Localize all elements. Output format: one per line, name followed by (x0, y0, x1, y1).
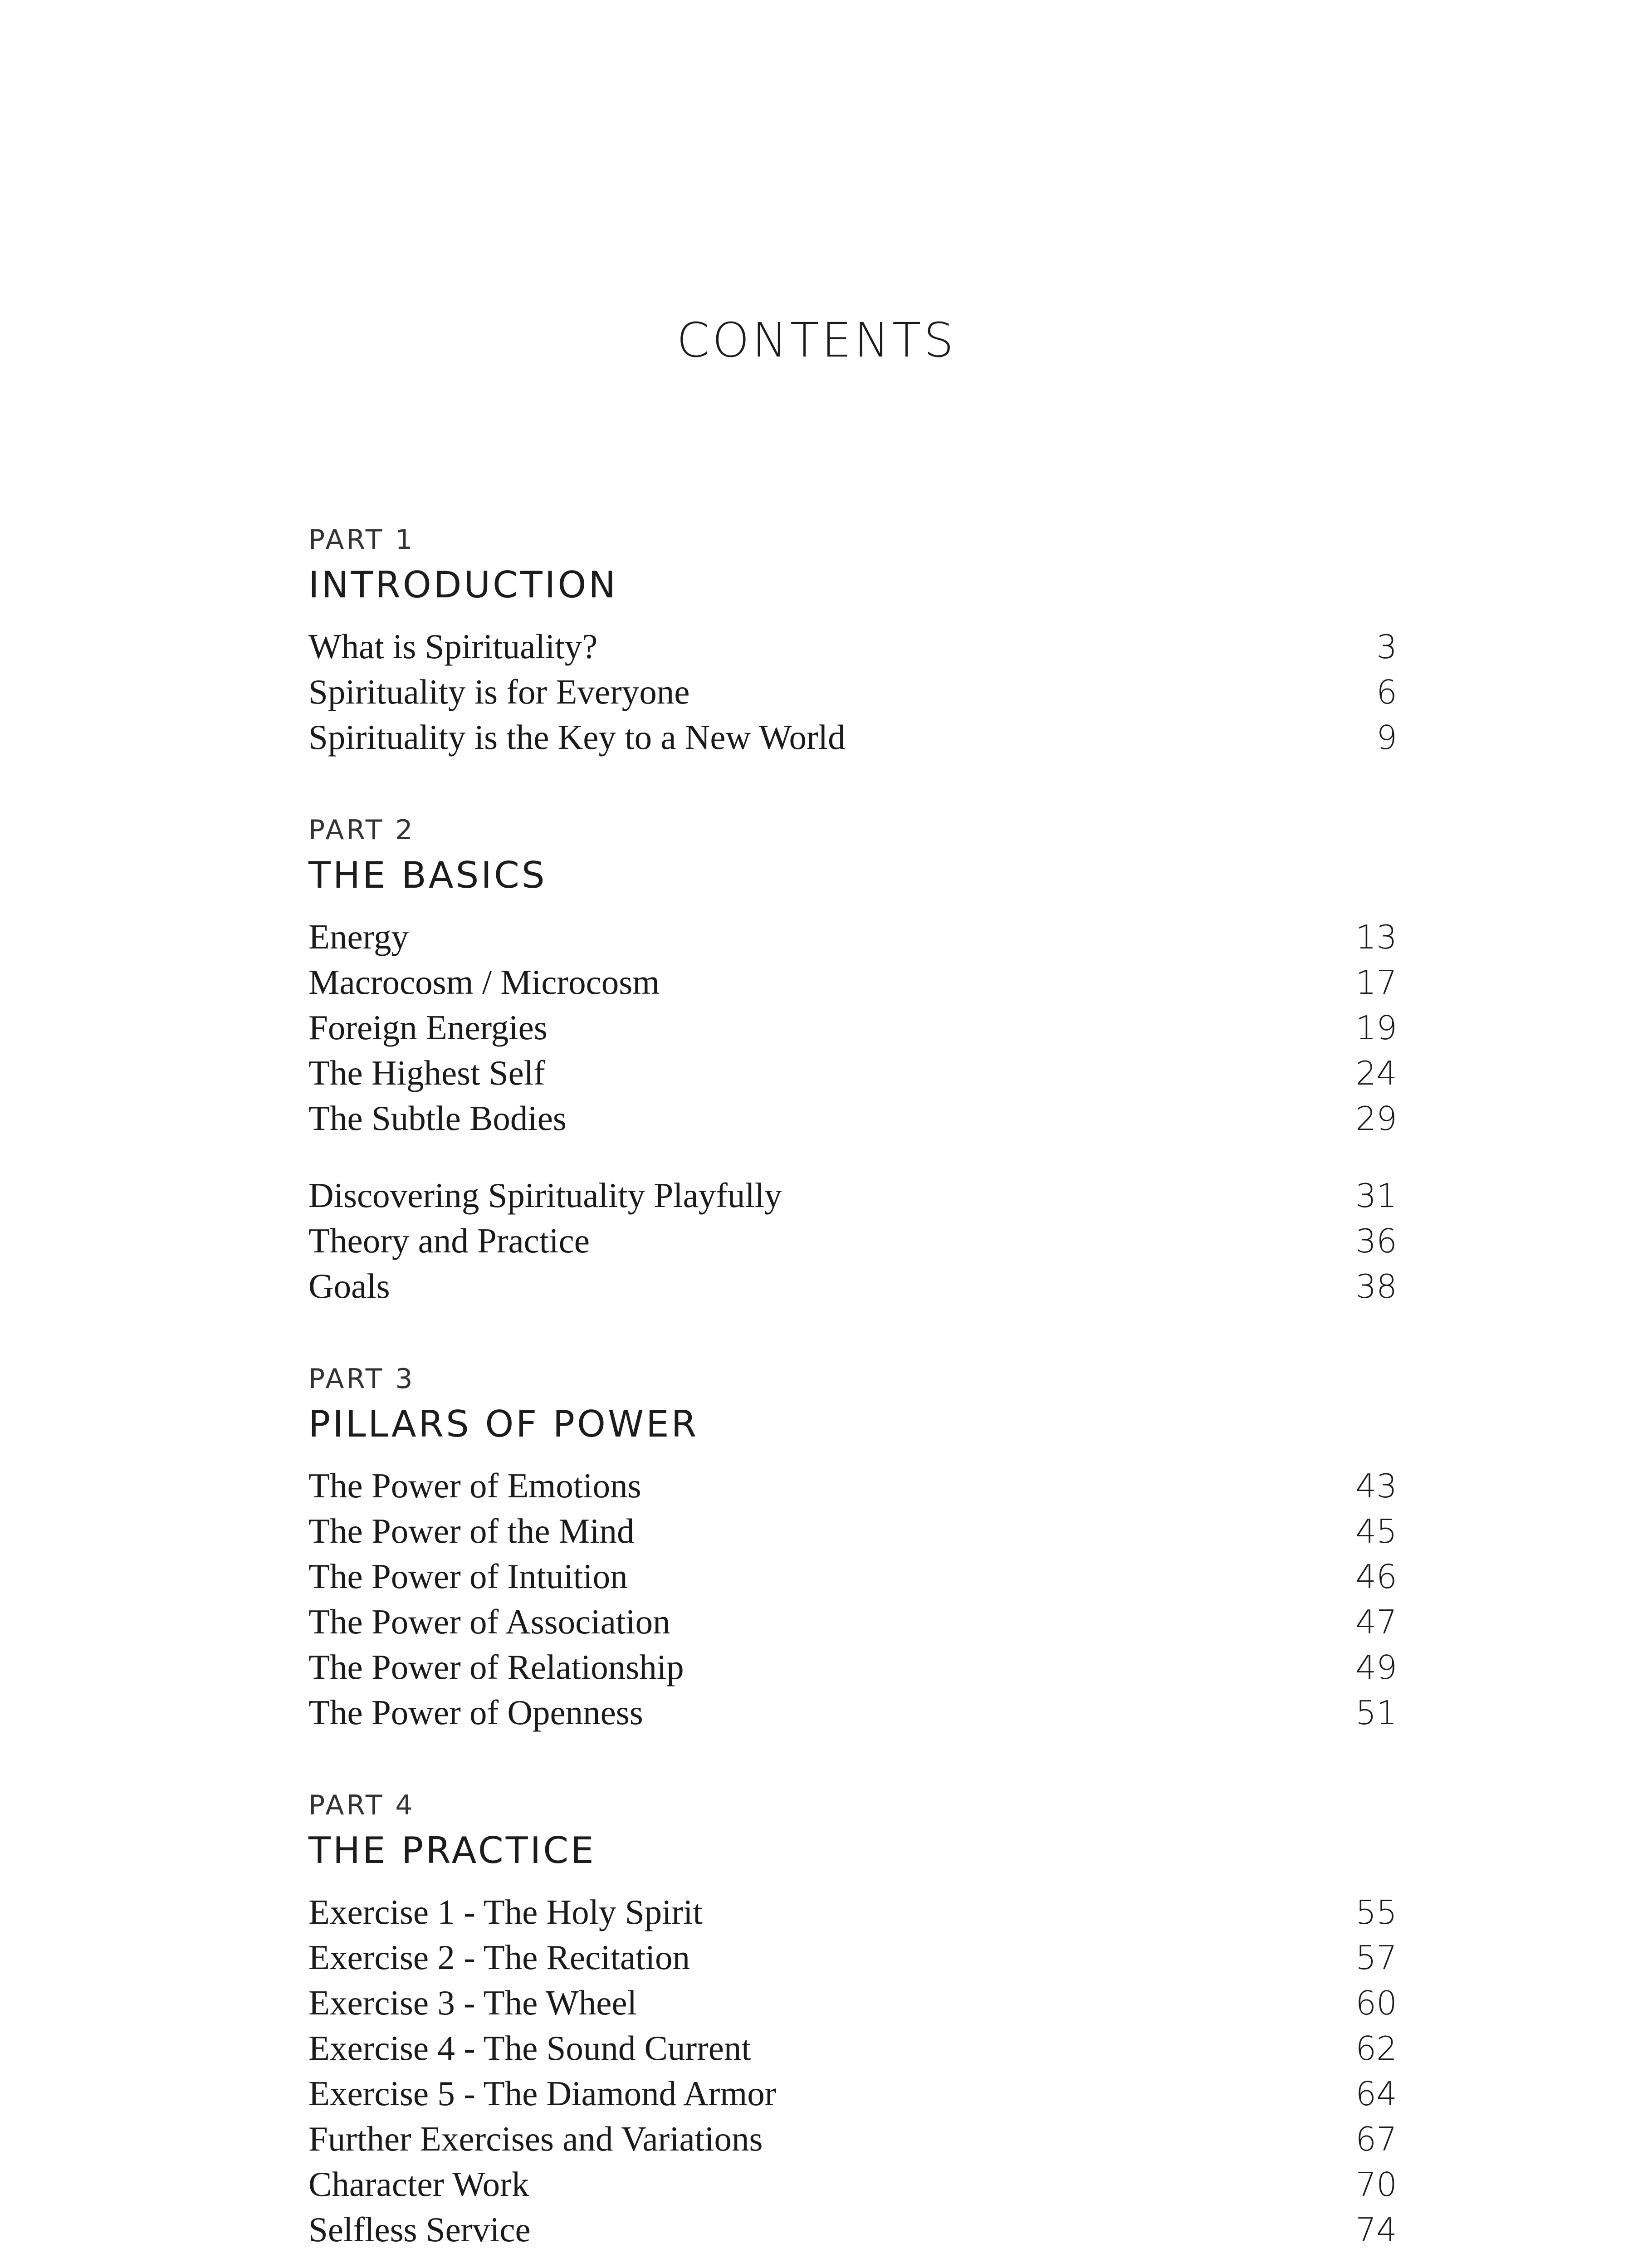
toc-entry-list (308, 624, 1397, 760)
toc-entry-title: Exercise 3 - The Wheel (308, 1983, 637, 2022)
toc-entry-title: The Power of Association (308, 1602, 670, 1641)
toc-entry (308, 2161, 1397, 2207)
toc-entry-page-number: 74 (1355, 2211, 1397, 2249)
toc-entry-page-number: 70 (1355, 2165, 1397, 2204)
toc-entry-page-number: 60 (1355, 1984, 1397, 2022)
page-title: CONTENTS (676, 313, 957, 368)
toc-entry-page-number: 24 (1355, 1054, 1397, 1092)
toc-entry-list (308, 1889, 1397, 2252)
toc-entry (308, 1263, 1397, 1309)
toc-entry-page-number: 47 (1355, 1603, 1397, 1641)
toc-entry-page-number: 19 (1355, 1009, 1397, 1047)
toc-entry (308, 624, 1397, 669)
toc-entry (308, 1889, 1397, 1935)
toc-entry-title: Theory and Practice (308, 1221, 590, 1260)
toc-entry-title: Spirituality is the Key to a New World (308, 718, 846, 757)
toc-entry-title: Discovering Spirituality Playfully (308, 1176, 782, 1215)
toc-entry-title: Character Work (308, 2165, 529, 2204)
toc-entry-page-number: 46 (1355, 1558, 1397, 1596)
table-of-contents (308, 522, 1397, 2252)
toc-entry-title: The Highest Self (308, 1053, 545, 1092)
toc-entry (308, 1935, 1397, 1980)
toc-entry-page-number: 57 (1355, 1939, 1397, 1977)
toc-entry-page-number: 38 (1355, 1267, 1397, 1305)
toc-entry-page-number: 49 (1355, 1648, 1397, 1686)
toc-entry-title: Further Exercises and Variations (308, 2119, 763, 2158)
part-heading: PILLARS OF POWER (308, 1403, 699, 1445)
toc-entry (308, 1095, 1397, 1141)
toc-entry (308, 959, 1397, 1005)
toc-entry-title: Exercise 2 - The Recitation (308, 1938, 690, 1977)
part-heading: INTRODUCTION (308, 564, 618, 606)
toc-entry-page-number: 36 (1355, 1222, 1397, 1260)
part-label: PART 3 (308, 1363, 415, 1395)
toc-entry (308, 1690, 1397, 1735)
toc-entry (308, 2207, 1397, 2252)
toc-entry (308, 714, 1397, 760)
toc-entry (308, 1218, 1397, 1263)
toc-entry-page-number: 55 (1355, 1893, 1397, 1931)
part-heading: THE BASICS (308, 854, 547, 896)
toc-entry-title: Macrocosm / Microcosm (308, 963, 660, 1002)
toc-entry-title: The Subtle Bodies (308, 1099, 567, 1138)
toc-entry (308, 1463, 1397, 1508)
toc-entry-title: The Power of Relationship (308, 1647, 684, 1686)
toc-entry (308, 1554, 1397, 1599)
toc-entry (308, 669, 1397, 714)
toc-entry (308, 1050, 1397, 1095)
toc-entry-page-number: 31 (1355, 1177, 1397, 1215)
toc-entry-title: The Power of Openness (308, 1693, 643, 1732)
toc-entry-page-number: 3 (1376, 628, 1397, 666)
toc-entry (308, 2025, 1397, 2071)
toc-entry-title: Exercise 1 - The Holy Spirit (308, 1892, 703, 1931)
part-label: PART 4 (308, 1789, 415, 1821)
toc-entry-title: The Power of the Mind (308, 1511, 635, 1550)
toc-entry-list (308, 914, 1397, 1141)
toc-entry-page-number: 51 (1355, 1694, 1397, 1732)
toc-entry-title: Exercise 5 - The Diamond Armor (308, 2074, 777, 2113)
toc-entry-page-number: 13 (1355, 918, 1397, 956)
toc-entry-page-number: 64 (1355, 2075, 1397, 2113)
toc-entry (308, 1508, 1397, 1554)
toc-entry (308, 2116, 1397, 2161)
toc-entry-list (308, 1463, 1397, 1735)
toc-entry-title: Goals (308, 1266, 390, 1305)
part-heading: THE PRACTICE (308, 1829, 596, 1872)
toc-entry (308, 1599, 1397, 1644)
toc-entry-page-number: 62 (1355, 2029, 1397, 2068)
toc-entry-page-number: 17 (1355, 963, 1397, 1002)
toc-entry (308, 1173, 1397, 1218)
toc-entry-title: What is Spirituality? (308, 627, 598, 666)
toc-entry-title: Energy (308, 917, 409, 956)
toc-entry-page-number: 45 (1355, 1512, 1397, 1550)
toc-entry-title: The Power of Intuition (308, 1557, 628, 1596)
toc-entry (308, 2071, 1397, 2116)
part-label: PART 2 (308, 814, 415, 846)
toc-entry-title: Exercise 4 - The Sound Current (308, 2028, 751, 2068)
toc-entry (308, 914, 1397, 959)
toc-entry-title: The Power of Emotions (308, 1466, 641, 1505)
toc-entry (308, 1005, 1397, 1050)
toc-entry-page-number: 6 (1376, 673, 1397, 711)
part-label: PART 1 (308, 524, 415, 556)
toc-entry-page-number: 9 (1376, 719, 1397, 757)
toc-entry-list (308, 1173, 1397, 1309)
toc-entry (308, 1980, 1397, 2025)
toc-entry (308, 1644, 1397, 1690)
toc-entry-page-number: 67 (1355, 2120, 1397, 2158)
toc-entry-title: Selfless Service (308, 2210, 531, 2249)
toc-entry-page-number: 29 (1355, 1100, 1397, 1138)
toc-entry-page-number: 43 (1355, 1467, 1397, 1505)
toc-entry-title: Spirituality is for Everyone (308, 672, 690, 711)
toc-entry-title: Foreign Energies (308, 1008, 548, 1047)
